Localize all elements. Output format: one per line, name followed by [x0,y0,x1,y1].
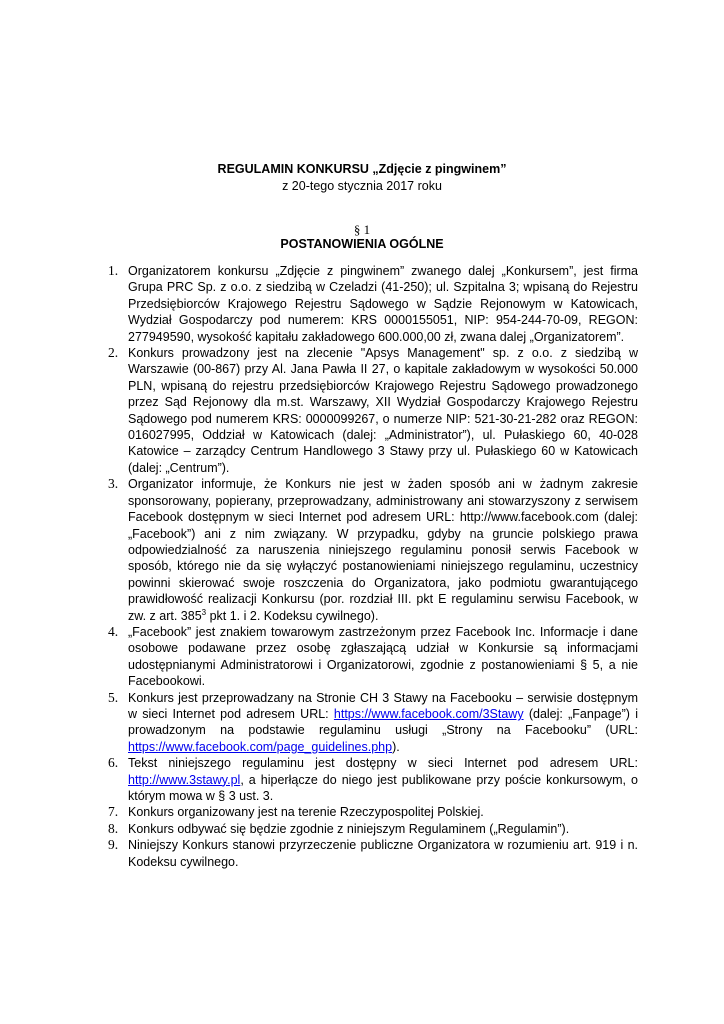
section-paragraph-mark: § 1 [353,222,371,237]
item-text [128,477,638,622]
section-title: POSTANOWIENIA OGÓLNE [280,237,444,251]
facebook-3stawy-link[interactable]: https://www.facebook.com/3Stawy [333,706,524,721]
item-text: Organizatorem konkursu „Zdjęcie z pingwinem” zwanego dalej „Konkursem”, jest firma Grupa PRC Sp. z o.o. z siedzibą w Czeladzi (41-250); ul. Szpitalna 3; wpisaną do Rejestru Przedsiębiorców Krajowego Rejestru Sądowego w Sądzie Rejonowym w Katowicach, Wydział Gospodarczy pod numerem: KRS 0000155051, NIP: 954-244-70-09, REGON: 277949590, wysokość kapitału zakładowego 600.000,00 zł, zwana dalej „Organizatorem”. [128,264,638,344]
item-text-part: , a hiperłącze do niego jest publikowane przy poście konkursowym, o którym mowa w § 3 ust. 3. [128,772,638,803]
item-text-part: Konkurs jest przeprowadzany na Stronie CH 3 Stawy na Facebooku – serwisie dostępnym w sieci Internet pod adresem URL: [128,690,638,721]
list-item [108,837,638,870]
item-text: Konkurs organizowany jest na terenie Rzeczypospolitej Polskiej. [128,805,484,820]
item-number: 8. [108,820,119,836]
item-text: Niniejszy Konkurs stanowi przyrzeczenie publiczne Organizatora w rozumieniu art. 919 i n. Kodeksu cywilnego. [128,838,638,869]
provisions-list [108,263,638,870]
list-item [108,345,638,476]
list-item [108,821,638,837]
item-text: Konkurs odbywać się będzie zgodnie z niniejszym Regulaminem („Regulamin”). [128,821,570,836]
list-item [108,624,638,690]
list-item [108,755,638,804]
item-text-part: ). [392,739,400,754]
item-text: „Facebook” jest znakiem towarowym zastrzeżonym przez Facebook Inc. Informacje i dane osobowe podawane przez osobę zgłaszającą udział w Konkursie są informacjami udostępnianymi Administratorowi i Organizatorowi, zgodnie z postanowieniami § 5, a nie Facebookowi. [128,624,638,689]
item-text-part: Tekst niniejszego regulaminu jest dostępny w sieci Internet pod adresem URL: [128,756,638,771]
3stawy-website-link[interactable]: http://www.3stawy.pl [128,772,241,787]
item-number: 3. [108,476,119,492]
item-number: 7. [108,804,119,820]
list-item [108,690,638,756]
document-date: z 20-tego stycznia 2017 roku [282,179,442,193]
item-text-part: Organizator informuje, że Konkurs nie jest w żaden sposób ani w żadnym zakresie sponsorowany, popierany, przeprowadzany, administrowany ani stowarzyszony z serwisem Facebook dostępnym w sieci Internet pod adresem URL: http://www.facebook.com (dalej: „Facebook”) ani z nim związany. W przypadku, gdyby na gruncie polskiego prawa odpowiedzialność za naruszenia niniejszego regulaminu ponosił serwis Facebook w sposób, którego nie da się wyłączyć postanowieniami niniejszego regulaminu, uczestnicy powinni skierować swoje roszczenia do Organizatora, jako podmiotu gwarantującego prawidłowość realizacji Konkursu (por. rozdział III. pkt E regulaminu serwisu Facebook, w zw. z art. 385 [128,477,638,623]
item-number: 5. [108,689,119,705]
item-number: 9. [108,837,119,853]
list-item [108,476,638,624]
list-item [108,804,638,820]
item-text-part: pkt 1. i 2. Kodeksu cywilnego). [206,608,379,623]
item-number: 4. [108,623,119,639]
item-number: 1. [108,263,119,278]
item-number: 6. [108,755,119,771]
superscript: 3 [201,607,207,617]
list-item [108,263,638,345]
item-number: 2. [108,345,119,361]
item-text [128,756,638,803]
item-text: Konkurs prowadzony jest na zlecenie "Apsys Management" sp. z o.o. z siedzibą w Warszawie (00-867) przy Al. Jana Pawła II 27, o kapitale zakładowym w wysokości 50.000 PLN, wpisaną do rejestru przedsiębiorców Krajowego Rejestru Sądowego prowadzonego przez Sąd Rejonowy dla m.st. Warszawy, XII Wydział Gospodarczy Krajowego Rejestru Sądowego pod numerem KRS: 0000099267, o numerze NIP: 521-30-21-282 oraz REGON: 016027995, Oddział w Katowicach (dalej: „Administrator”), ul. Pułaskiego 60, 40-028 Katowice – zarządcy Centrum Handlowego 3 Stawy przy ul. Pułaskiego 60 w Katowicach (dalej: „Centrum”). [128,346,638,475]
page-guidelines-link[interactable]: https://www.facebook.com/page_guidelines.php [128,739,393,754]
document-title: REGULAMIN KONKURSU „Zdjęcie z pingwinem” [217,162,507,176]
item-text [128,691,638,754]
item-text-part: (dalej: „Fanpage”) i prowadzonym na podstawie regulaminu usługi „Strony na Facebooku” (URL: [128,706,638,738]
